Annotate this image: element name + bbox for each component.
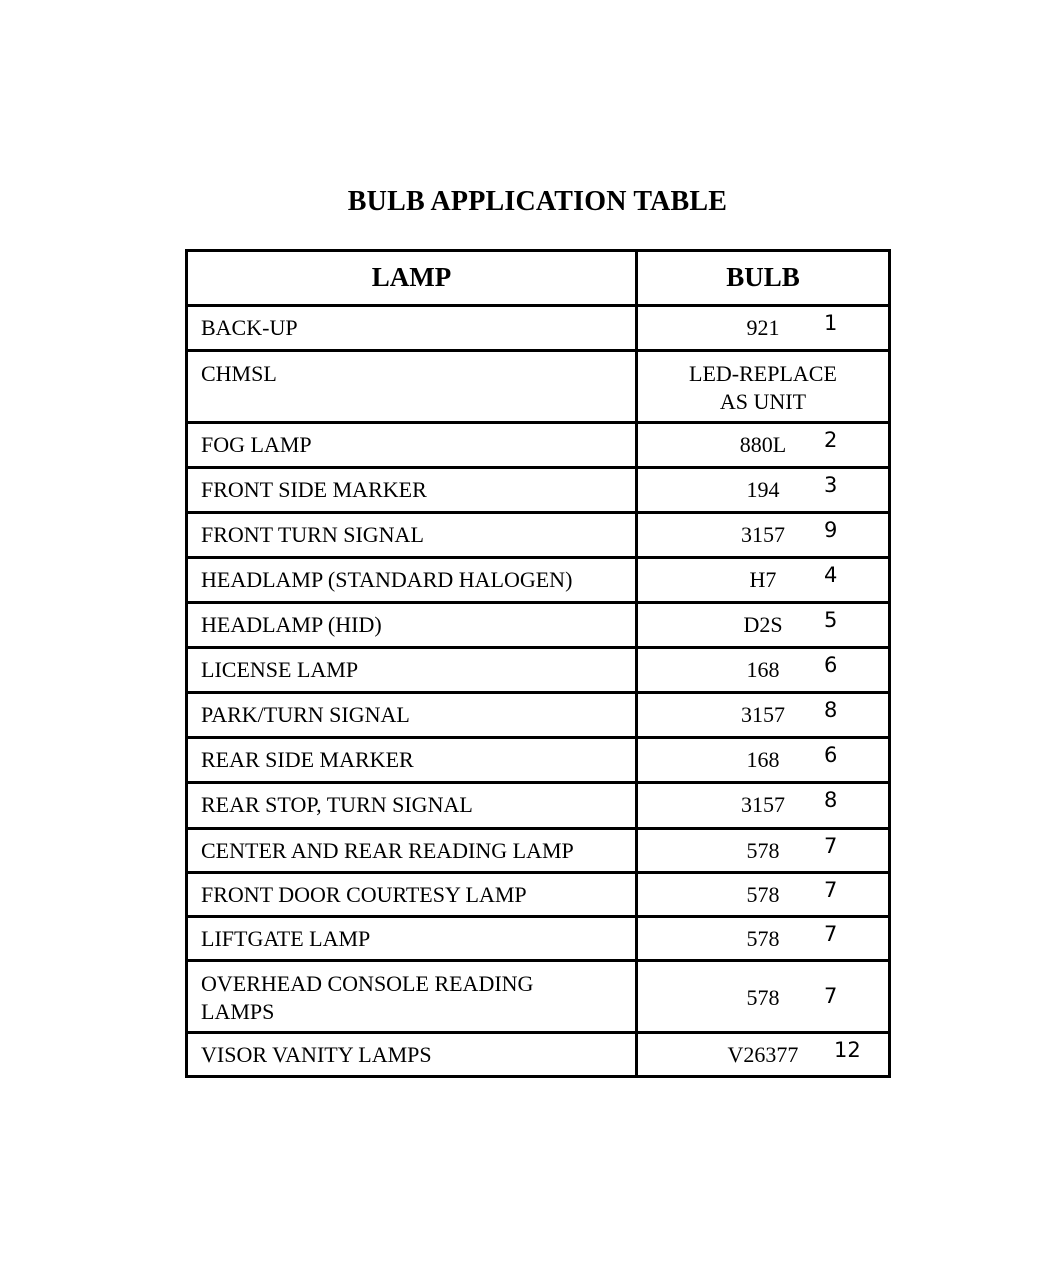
lamp-cell xyxy=(188,962,638,1031)
bulb-application-table xyxy=(185,249,891,1078)
handwritten-note: 9 xyxy=(824,518,838,542)
bulb-value: 578 xyxy=(746,882,780,907)
bulb-value: 168 xyxy=(746,657,780,682)
bulb-cell xyxy=(638,604,888,646)
lamp-text-line-2: LAMPS xyxy=(201,999,275,1024)
bulb-value: H7 xyxy=(749,567,777,592)
bulb-cell xyxy=(638,559,888,601)
table-row xyxy=(188,349,888,421)
lamp-cell: CENTER AND REAR READING LAMP xyxy=(188,830,638,871)
table-row xyxy=(188,736,888,781)
bulb-value: 194 xyxy=(746,477,780,502)
handwritten-note: 12 xyxy=(834,1038,861,1062)
bulb-value: V26377 xyxy=(727,1042,799,1067)
handwritten-note: 6 xyxy=(824,653,838,677)
lamp-cell: LIFTGATE LAMP xyxy=(188,918,638,959)
handwritten-note: 7 xyxy=(824,984,838,1008)
table-row xyxy=(188,511,888,556)
bulb-cell xyxy=(638,352,888,421)
lamp-cell: BACK-UP xyxy=(188,307,638,349)
lamp-cell: HEADLAMP (HID) xyxy=(188,604,638,646)
bulb-value: 3157 xyxy=(741,702,785,727)
table-row xyxy=(188,601,888,646)
bulb-cell xyxy=(638,830,888,871)
bulb-cell xyxy=(638,784,888,827)
handwritten-note: 5 xyxy=(824,608,838,632)
lamp-cell: FRONT SIDE MARKER xyxy=(188,469,638,511)
bulb-cell xyxy=(638,918,888,959)
bulb-cell xyxy=(638,307,888,349)
handwritten-note: 7 xyxy=(824,922,838,946)
bulb-value: 578 xyxy=(746,838,780,863)
bulb-cell xyxy=(638,649,888,691)
lamp-cell: PARK/TURN SIGNAL xyxy=(188,694,638,736)
bulb-value-line-2: AS UNIT xyxy=(719,389,807,414)
page-title: BULB APPLICATION TABLE xyxy=(347,186,728,217)
bulb-column-header-label: BULB xyxy=(726,262,800,292)
table-row xyxy=(188,827,888,871)
bulb-cell xyxy=(638,874,888,915)
bulb-cell xyxy=(638,1034,888,1075)
bulb-value: D2S xyxy=(743,612,783,637)
table-row xyxy=(188,871,888,915)
table-row xyxy=(188,304,888,349)
bulb-cell xyxy=(638,739,888,781)
handwritten-note: 3 xyxy=(824,473,838,497)
table-row xyxy=(188,1031,888,1075)
lamp-cell: FOG LAMP xyxy=(188,424,638,466)
table-row xyxy=(188,556,888,601)
handwritten-note: 4 xyxy=(824,563,838,587)
table-row xyxy=(188,691,888,736)
table-row xyxy=(188,915,888,959)
bulb-value: 3157 xyxy=(741,522,785,547)
lamp-cell: CHMSL xyxy=(188,352,638,421)
handwritten-note: 1 xyxy=(824,311,838,335)
bulb-value: 880L xyxy=(739,432,787,457)
lamp-cell: HEADLAMP (STANDARD HALOGEN) xyxy=(188,559,638,601)
lamp-cell: REAR SIDE MARKER xyxy=(188,739,638,781)
bulb-cell xyxy=(638,514,888,556)
handwritten-note: 7 xyxy=(824,834,838,858)
lamp-cell: FRONT DOOR COURTESY LAMP xyxy=(188,874,638,915)
bulb-cell xyxy=(638,424,888,466)
handwritten-note: 8 xyxy=(824,698,838,722)
handwritten-note: 2 xyxy=(824,428,838,452)
lamp-text-line-1: OVERHEAD CONSOLE READING xyxy=(201,971,534,996)
bulb-cell xyxy=(638,469,888,511)
table-row xyxy=(188,959,888,1031)
table-row xyxy=(188,421,888,466)
lamp-cell: LICENSE LAMP xyxy=(188,649,638,691)
handwritten-note: 8 xyxy=(824,788,838,812)
bulb-column-header xyxy=(638,252,888,304)
table-row xyxy=(188,646,888,691)
handwritten-note: 6 xyxy=(824,743,838,767)
bulb-value: 921 xyxy=(746,315,780,340)
table-row xyxy=(188,781,888,827)
bulb-value: 3157 xyxy=(741,792,785,817)
bulb-value: 578 xyxy=(746,926,780,951)
lamp-column-header: LAMP xyxy=(188,252,638,304)
lamp-cell: FRONT TURN SIGNAL xyxy=(188,514,638,556)
bulb-cell xyxy=(638,962,888,1031)
handwritten-note: 7 xyxy=(824,878,838,902)
lamp-cell: VISOR VANITY LAMPS xyxy=(188,1034,638,1075)
bulb-value-line-1: LED-REPLACE xyxy=(689,361,837,386)
bulb-cell xyxy=(638,694,888,736)
table-header-row xyxy=(188,252,888,304)
table-row xyxy=(188,466,888,511)
lamp-cell: REAR STOP, TURN SIGNAL xyxy=(188,784,638,827)
bulb-value: 168 xyxy=(746,747,780,772)
bulb-value: 578 xyxy=(746,985,780,1010)
